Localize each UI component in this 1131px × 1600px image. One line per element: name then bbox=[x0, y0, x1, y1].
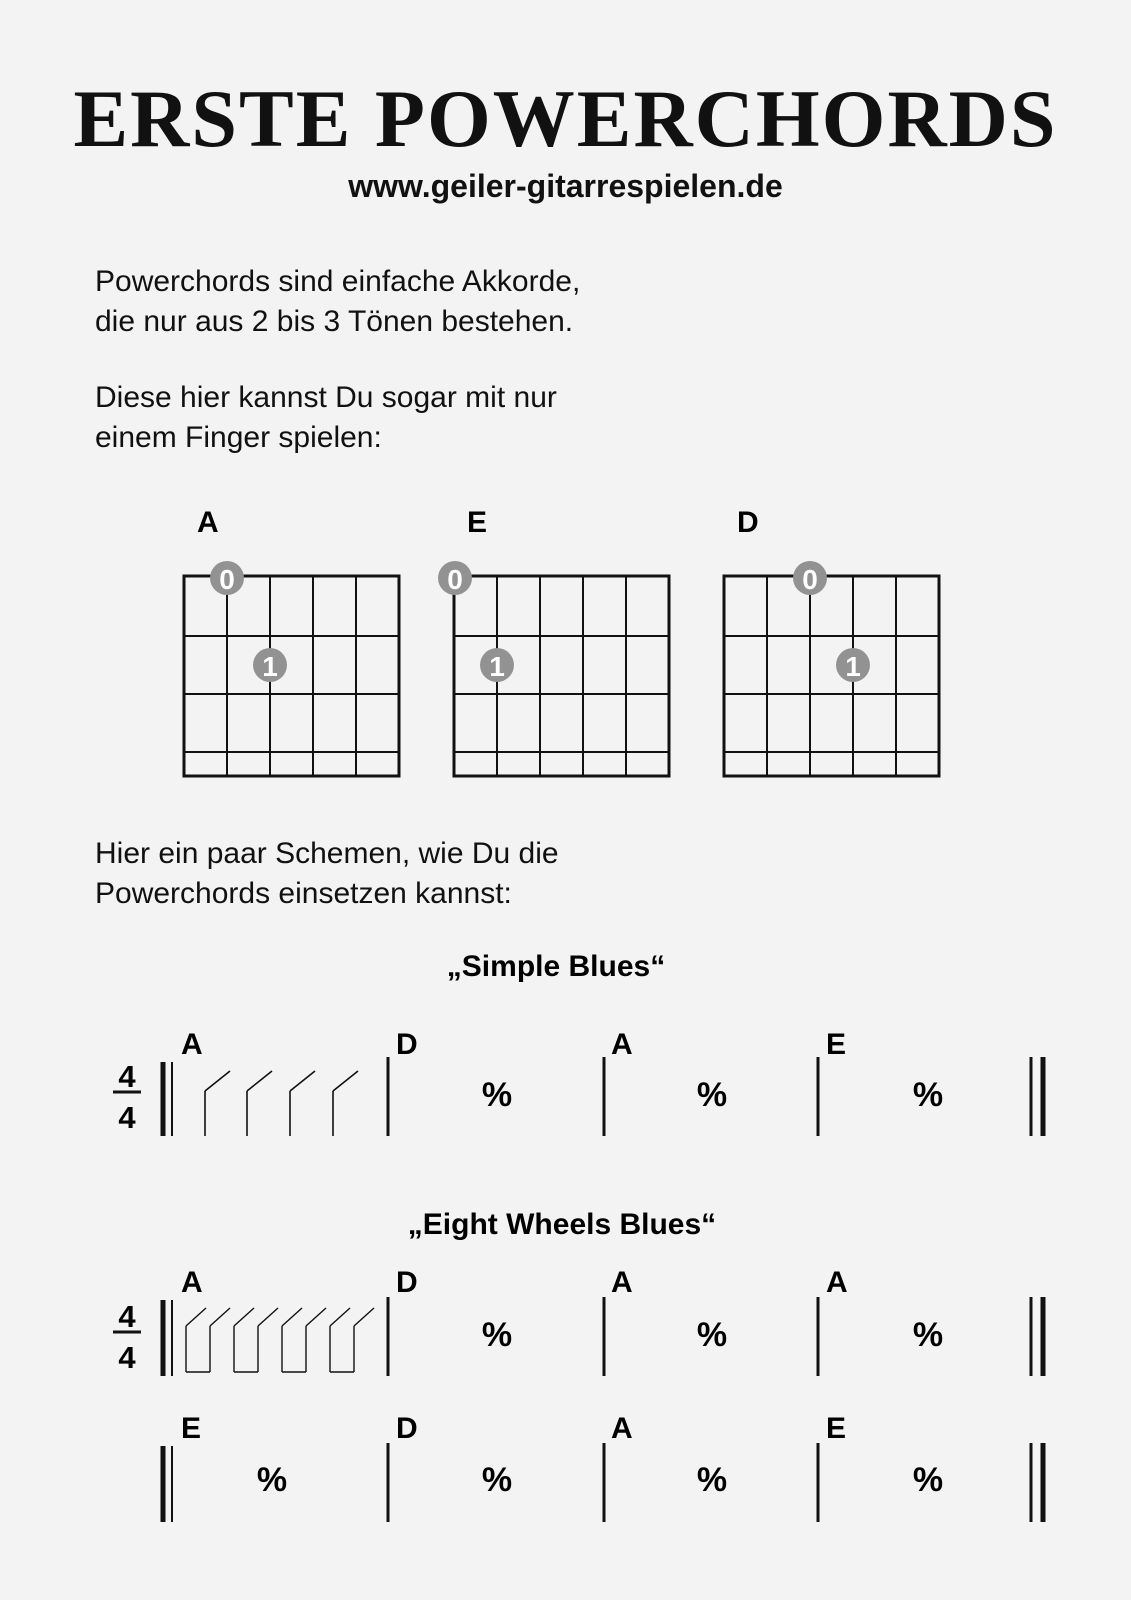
strum-slashes bbox=[205, 1071, 358, 1136]
bar-repeat-symbol: % bbox=[912, 1316, 944, 1354]
time-signature bbox=[113, 1059, 141, 1135]
bar-chord-label: D bbox=[396, 1266, 418, 1299]
scheme-2-staff-row-2 bbox=[163, 1412, 1043, 1522]
scheme-1-staff bbox=[113, 1028, 1043, 1136]
bar-repeat-symbol: % bbox=[912, 1461, 944, 1499]
bar-repeat-symbol: % bbox=[481, 1461, 513, 1499]
eighth-strum-slashes bbox=[186, 1308, 374, 1372]
bar-repeat-symbol: % bbox=[696, 1461, 728, 1499]
scheme-2-title: „Eight Wheels Blues“ bbox=[407, 1208, 717, 1241]
finger-marker bbox=[480, 648, 514, 682]
svg-text:1: 1 bbox=[489, 651, 505, 682]
svg-text:4: 4 bbox=[118, 1299, 136, 1334]
bar-chord-label: A bbox=[181, 1266, 203, 1299]
scheme-1-title: „Simple Blues“ bbox=[446, 950, 666, 983]
time-signature bbox=[113, 1299, 141, 1375]
chord-diagram-e bbox=[438, 506, 669, 776]
svg-text:1: 1 bbox=[845, 651, 861, 682]
instruction-line-2: einem Finger spielen: bbox=[95, 421, 382, 454]
intro-line-1: Powerchords sind einfache Akkorde, bbox=[95, 265, 581, 298]
bar-repeat-symbol: % bbox=[481, 1316, 513, 1354]
chord-grid bbox=[184, 561, 399, 776]
chord-name: A bbox=[197, 506, 219, 539]
bar-chord-label: A bbox=[181, 1028, 203, 1061]
svg-text:0: 0 bbox=[447, 564, 463, 595]
finger-marker bbox=[253, 648, 287, 682]
bar-repeat-symbol: % bbox=[696, 1316, 728, 1354]
bar-chord-label: E bbox=[826, 1412, 847, 1445]
chord-name: D bbox=[737, 506, 759, 539]
bar-repeat-symbol: % bbox=[696, 1076, 728, 1114]
chord-diagram-d bbox=[724, 506, 939, 776]
chord-grid bbox=[438, 561, 669, 776]
open-string-marker bbox=[210, 561, 244, 595]
schemes-intro-line-2: Powerchords einsetzen kannst: bbox=[95, 877, 512, 910]
website-url: www.geiler-gitarrespielen.de bbox=[348, 168, 783, 204]
svg-text:4: 4 bbox=[118, 1059, 136, 1094]
bar-repeat-symbol: % bbox=[256, 1461, 288, 1499]
chord-name: E bbox=[467, 506, 488, 539]
bar-chord-label: E bbox=[181, 1412, 202, 1445]
schemes-intro-line-1: Hier ein paar Schemen, wie Du die bbox=[95, 837, 559, 870]
scheme-2-staff-row-1 bbox=[113, 1266, 1043, 1376]
bar-chord-label: A bbox=[826, 1266, 848, 1299]
bar-chord-label: E bbox=[826, 1028, 847, 1061]
svg-text:1: 1 bbox=[262, 651, 278, 682]
svg-text:4: 4 bbox=[118, 1100, 136, 1135]
bar-chord-label: A bbox=[611, 1412, 633, 1445]
finger-marker bbox=[836, 648, 870, 682]
open-string-marker bbox=[793, 561, 827, 595]
page-title: ERSTE POWERCHORDS bbox=[73, 73, 1058, 164]
svg-text:0: 0 bbox=[219, 564, 235, 595]
instruction-line-1: Diese hier kannst Du sogar mit nur bbox=[95, 381, 557, 414]
bar-chord-label: A bbox=[611, 1028, 633, 1061]
bar-chord-label: A bbox=[611, 1266, 633, 1299]
chord-grid bbox=[724, 561, 939, 776]
bar-repeat-symbol: % bbox=[912, 1076, 944, 1114]
bar-chord-label: D bbox=[396, 1028, 418, 1061]
svg-text:0: 0 bbox=[802, 564, 818, 595]
intro-line-2: die nur aus 2 bis 3 Tönen bestehen. bbox=[95, 305, 574, 338]
open-string-marker bbox=[438, 561, 472, 595]
chord-diagram-a bbox=[184, 506, 399, 776]
bar-repeat-symbol: % bbox=[481, 1076, 513, 1114]
bar-chord-label: D bbox=[396, 1412, 418, 1445]
svg-text:4: 4 bbox=[118, 1340, 136, 1375]
